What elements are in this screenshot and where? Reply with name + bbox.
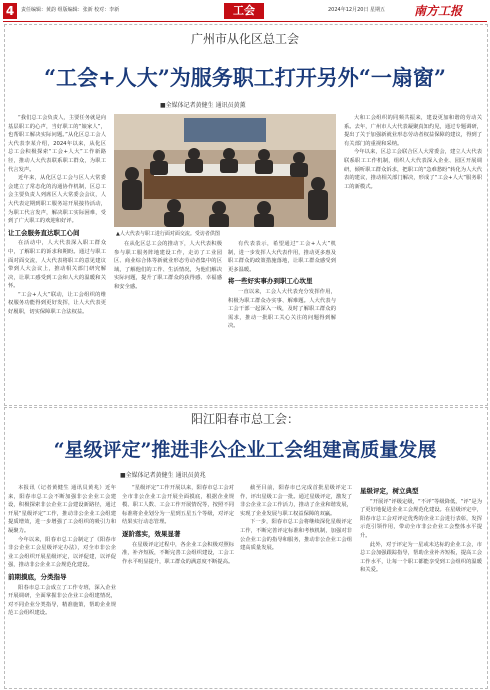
photo-caption: ▲人大代表与职工进行面对面交流。受访者供图: [116, 231, 220, 237]
paragraph: 今年以来，阳春市总工会制定了《阳春市非公企业工会星级评定办法》，对全市非公企业工会组织开展星级评定，以评促建，以评促强，推动非公企业工会规范化建设。: [8, 536, 116, 569]
article2-column-1: [8, 484, 116, 684]
paragraph: “星级评定”工作开展以来，阳春市总工会对全市非公企业工会开展全面摸底，根据企业规模、职工人数、工会工作开展情况等，按照不同标准将企业划分为一星到五星五个等级，对评定结果实行动态管理。: [122, 485, 234, 526]
paragraph: 本报讯（记者黄健生 通讯员黄兆）近年来，阳春市总工会不断加强非公企业工会建设，积极探索非公企业工会建设新路径，通过开展“星级评定”工作，推动非公企业工会组建提质增效，进一步增强了工会组织的吸引力和凝聚力。: [8, 485, 116, 534]
paragraph: “我们总工会负责人，主要任务就是向基层职工的心声，当好职工的“娘家人”，也帮职工解决实际问题。”从化区总工会人大代表李某介绍，2024年以来，从化区总工会积极探索“工会+人大”工作新路径，推动人大代表联系职工群众，为职工代言发声。: [8, 115, 106, 173]
article2-kicker: 阳江阳春市总工会：: [190, 412, 299, 426]
paragraph: 在星级评定过程中，各企业工会积极对照标准，补齐短板，不断完善工会组织建设，工会工作水平明显提升，职工群众的满意度不断提高。: [122, 541, 234, 565]
article1-headline: “工会+人大”为服务职工打开另外“一扇窗”: [44, 65, 446, 90]
editors-line: 责任编辑：黄韵 组版编辑：张新 校对：李新: [21, 7, 120, 13]
issue-date: 2024年12月20日 星期五: [328, 7, 386, 13]
paragraph: 截至目前，阳春市已完成首批星级评定工作，评出星级工会一批。通过星级评定，激发了非公企业工会工作活力，推动了企业和谐发展，实现了企业发展与职工权益保障的双赢。: [240, 485, 352, 517]
subheading: 星级评定，树立典型: [360, 487, 419, 495]
header-rule: [3, 21, 487, 22]
article1-column-1: [8, 114, 106, 399]
article2-headline: “星级评定”推进非公企业工会组建高质量发展: [53, 439, 437, 461]
paragraph: 近年来，从化区总工会与区人大常委会建立了常态化的沟通协作机制，区总工会主要负责人列席区人大常委会会议，人大代表定期到职工服务站开展接待活动，为职工代言发声，解决职工实际困难，受到了广大职工的欢迎和好评。: [8, 175, 106, 225]
subheading: 让工会服务直达职工心间: [8, 228, 80, 237]
article1-column-4: [344, 114, 482, 399]
article1-column-2: [114, 240, 222, 400]
paragraph: 一直以来，工会人大代表充分发挥作用，积极为职工群众办实事、解难题。人大代表与工会干部一起深入一线，及时了解职工群众的需求，推动一批职工关心关注的问题得到解决。: [228, 288, 336, 330]
article1-photo: [114, 114, 336, 227]
paragraph: 在从化区总工会的推动下，人大代表积极参与职工服务阵地建设工作，走访了工业园区、商业综合体等新就业形态劳动者集中的区域，了解他们的工作、生活情况，为他们解决实际问题，提升了职工群众的获得感、幸福感和安全感。: [114, 241, 222, 290]
article1-byline: ■全媒体记者黄健生 通讯员黄薰: [160, 102, 246, 109]
meeting-photo-image: [114, 114, 336, 227]
article2-column-4: [360, 484, 482, 684]
paragraph: “工会+人大”联动，让工会组织的维权服务功能得到更好发挥，让人大代表更好履职，切实保障职工合法权益。: [8, 291, 106, 316]
article2-byline: ■全媒体记者黄健生 通讯员黄兆: [120, 472, 206, 479]
paragraph: 此外，对于评定为一星或未达标的企业工会，市总工会加强跟踪指导，帮助企业补齐短板，提高工会工作水平，让每一个职工都能享受到工会组织的温暖和关爱。: [360, 541, 482, 574]
subheading: 逐阶落实，效果显著: [122, 529, 181, 538]
paragraph: 今年以来，区总工会联合区人大常委会，建立人大代表联系职工工作机制，组织人大代表深入企业、园区开展调研，倾听职工群众诉求，把职工的“急难愁盼”转化为人大代表的建议，推动相关部门解决，形成了“工会+人大”服务职工的新模式。: [344, 149, 482, 190]
page-number: 4: [3, 3, 17, 19]
paragraph: 有代表表示，希望通过“工会+人大”机制，进一步发挥人大代表作用，推动更多惠及职工群众的政策措施落地，让职工群众感受到更多温暖。: [228, 241, 336, 273]
paragraph: 下一步，阳春市总工会将继续深化星级评定工作，不断完善评定标准和考核机制，加强对非公企业工会的指导和服务，推动非公企业工会组建高质量发展。: [240, 519, 352, 552]
newspaper-logo: 南方工报: [414, 4, 463, 18]
subheading: 将一些好实事办到职工心坎里: [228, 277, 313, 286]
paragraph: “开展评”评级定级，“不评”等级降低，“评”是为了更好地促进企业工会规范化建设。在星级评定中，阳春市总工会对评定优秀的企业工会进行表彰，发挥示范引领作用，带动全市非公企业工会整体水平提升。: [360, 498, 482, 539]
subheading: 前期摸底，分类指导: [8, 572, 67, 581]
section-badge: 工会: [224, 3, 264, 19]
article2-column-2: [122, 484, 234, 684]
article1-column-3: [228, 240, 336, 400]
article1-kicker: 广州市从化区总工会: [190, 32, 299, 46]
article2-column-3: [240, 484, 352, 684]
paragraph: 在活动中，人大代表深入职工群众中，了解职工的诉求和期盼。通过与职工面对面交流，人大代表将职工的意见建议带到人大会议上，推动相关部门研究解决，让职工感受到工会和人大的温暖和关怀。: [8, 240, 106, 290]
paragraph: 阳春市总工会成立了工作专班，深入企业开展调研，全面掌握非公企业工会组建情况，对不同企业分类指导，精准施策，帮助企业规范工会组织建设。: [8, 584, 116, 617]
paragraph: 大和工会组织的同频共振来，建设更加和谐的劳动关系。去年，广州市人大代表凝聚真知灼见，通过专题调研，提出了关于加强新就业形态劳动者权益保障的建议，得到了有关部门的重视和采纳。: [344, 115, 482, 147]
